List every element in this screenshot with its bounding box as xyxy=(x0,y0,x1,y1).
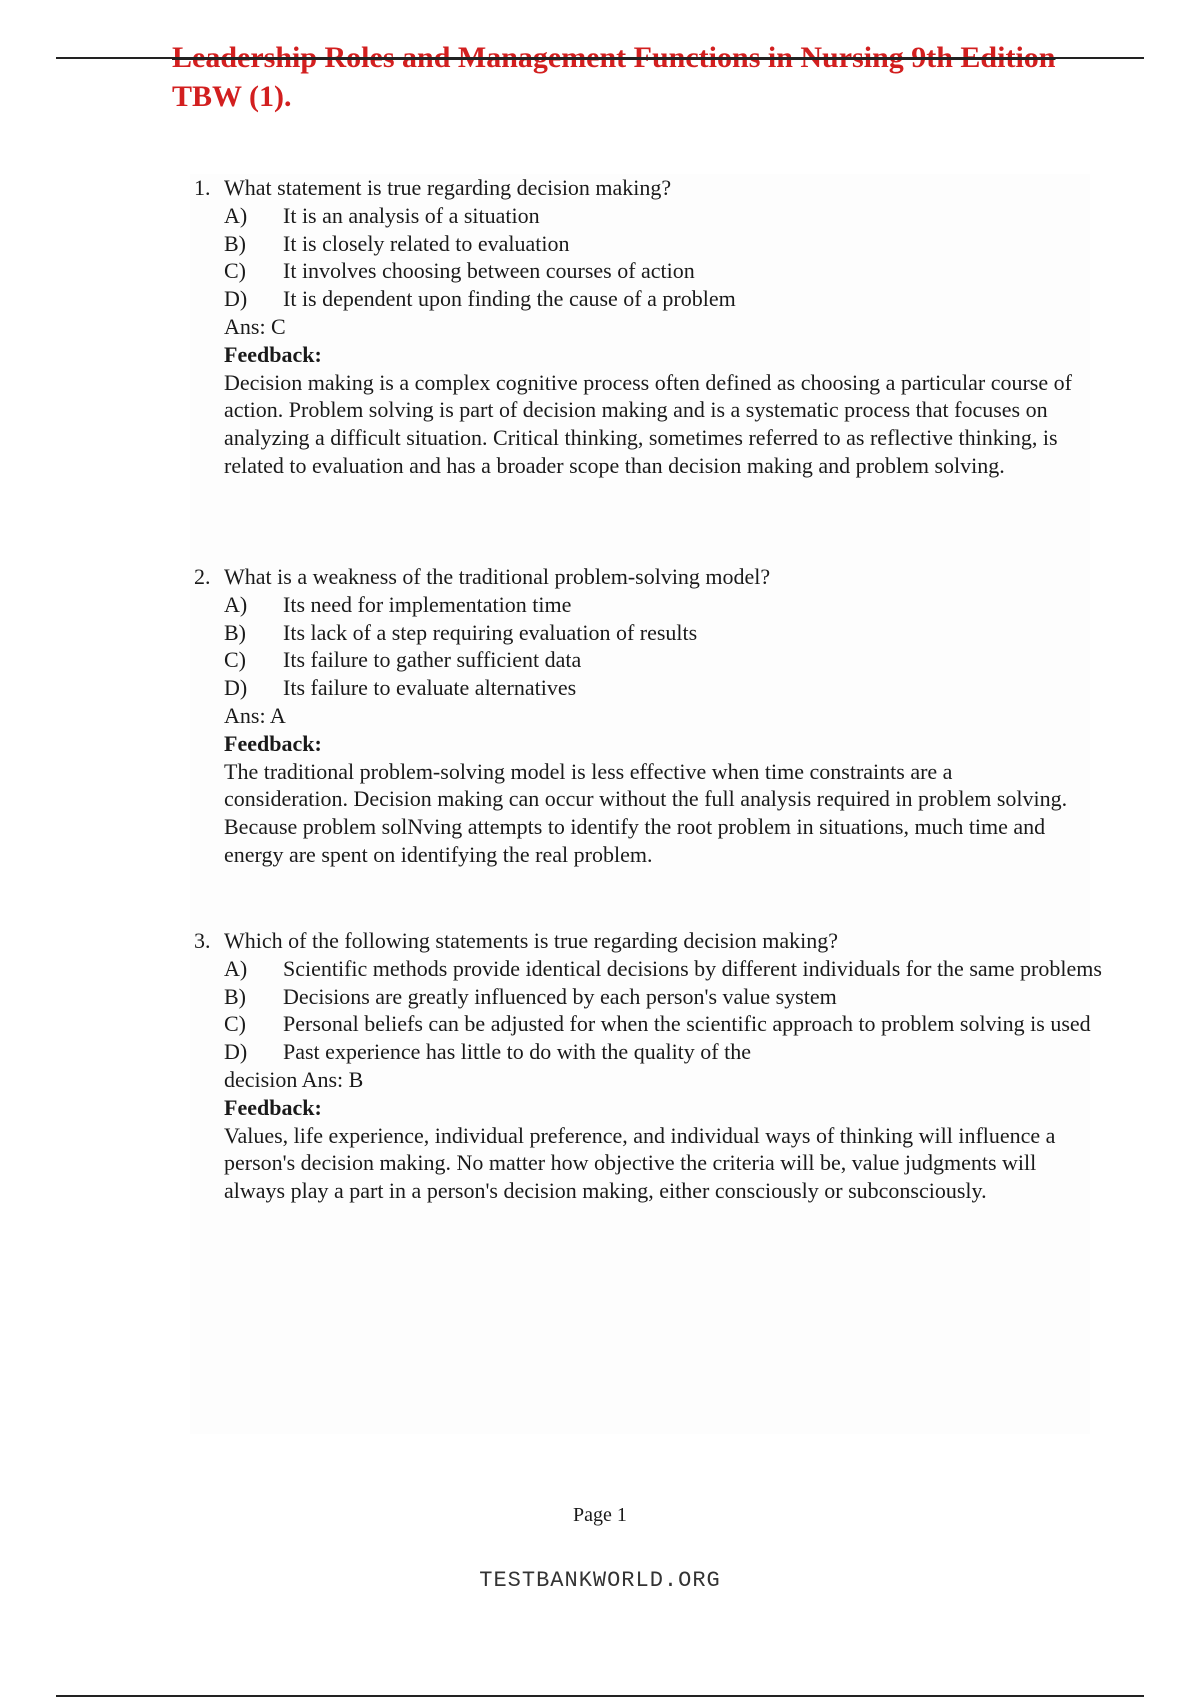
option-text: It is an analysis of a situation xyxy=(283,202,540,228)
option-c xyxy=(224,257,1104,285)
option-text: Its failure to gather sufficient data xyxy=(283,647,582,673)
option-text: Its need for implementation time xyxy=(283,591,572,617)
option-letter: C) xyxy=(224,1011,246,1037)
option-letter: D) xyxy=(224,675,248,701)
option-text: Scientific methods provide identical decisions by different individuals for the same problems xyxy=(283,955,1102,981)
option-letter: A) xyxy=(224,591,248,617)
feedback-label: Feedback: xyxy=(224,341,322,367)
footer-site: TESTBANKWORLD.ORG xyxy=(479,1568,721,1593)
question-stem xyxy=(194,563,1104,591)
question-number: 3. xyxy=(194,928,211,953)
option-list xyxy=(194,955,1104,1066)
document-title-line2: TBW (1). xyxy=(172,80,292,113)
option-letter: C) xyxy=(224,258,246,284)
feedback-text: The traditional problem-solving model is less effective when time constraints are a consideration. Decision making can occur without the full analysis required in problem solving. Because problem solNving attempts to identify the root problem in situations, much time and energy are spent on identifying the real problem. xyxy=(224,758,1068,867)
option-d xyxy=(224,1038,1104,1066)
answer: Ans: C xyxy=(224,313,286,339)
option-list xyxy=(194,591,1104,702)
question-number: 2. xyxy=(194,564,211,589)
feedback-text: Decision making is a complex cognitive process often defined as choosing a particular course of action. Problem solving is part of decision making and is a systematic process that focuses on analyzing a difficult situation. Critical thinking, sometimes referred to as reflective thinking, is related to evaluation and has a broader scope than decision making and problem solving. xyxy=(224,369,1072,478)
option-text: Decisions are greatly influenced by each person's value system xyxy=(283,983,837,1009)
option-a xyxy=(224,955,1104,983)
question-3 xyxy=(194,927,1104,1205)
feedback-text: Values, life experience, individual preference, and individual ways of thinking will influence a person's decision making. No matter how objective the criteria will be, value judgments will always play a part in a person's decision making, either consciously or subconsciously. xyxy=(224,1122,1056,1204)
question-number: 1. xyxy=(194,175,211,200)
option-text: Its lack of a step requiring evaluation of results xyxy=(283,619,698,645)
option-c xyxy=(224,646,1104,674)
option-text: Personal beliefs can be adjusted for when the scientific approach to problem solving is used xyxy=(283,1011,1091,1037)
feedback-label: Feedback: xyxy=(224,730,322,756)
option-letter: A) xyxy=(224,202,248,228)
option-text: Its failure to evaluate alternatives xyxy=(283,675,577,701)
option-b xyxy=(224,230,1104,258)
option-b xyxy=(224,983,1104,1011)
document-title xyxy=(172,38,1132,116)
option-text: It is dependent upon finding the cause of a problem xyxy=(283,286,736,312)
option-text: It involves choosing between courses of action xyxy=(283,258,695,284)
question-text: What statement is true regarding decision making? xyxy=(224,175,672,200)
option-letter: D) xyxy=(224,286,248,312)
option-letter: C) xyxy=(224,647,246,673)
option-a xyxy=(224,202,1104,230)
option-c xyxy=(224,1010,1104,1038)
question-text: What is a weakness of the traditional problem-solving model? xyxy=(224,564,771,589)
bottom-divider xyxy=(56,1695,1144,1697)
option-letter: D) xyxy=(224,1039,248,1065)
option-a xyxy=(224,591,1104,619)
question-stem xyxy=(194,927,1104,955)
question-text: Which of the following statements is true regarding decision making? xyxy=(224,928,839,953)
answer: decision Ans: B xyxy=(224,1066,364,1092)
option-b xyxy=(224,619,1104,647)
document-title-line1: Leadership Roles and Management Functions in Nursing 9th Edition xyxy=(172,41,1056,74)
question-1 xyxy=(194,174,1104,480)
option-d xyxy=(224,285,1104,313)
option-letter: A) xyxy=(224,955,248,981)
page-number: Page 1 xyxy=(573,1504,627,1526)
option-text: Past experience has little to do with the quality of the xyxy=(283,1039,751,1065)
option-d xyxy=(224,674,1104,702)
option-letter: B) xyxy=(224,619,246,645)
option-letter: B) xyxy=(224,983,246,1009)
option-text: It is closely related to evaluation xyxy=(283,230,570,256)
feedback-label: Feedback: xyxy=(224,1094,322,1120)
answer: Ans: A xyxy=(224,702,286,728)
option-list xyxy=(194,202,1104,313)
question-2 xyxy=(194,563,1104,869)
option-letter: B) xyxy=(224,230,246,256)
question-stem xyxy=(194,174,1104,202)
